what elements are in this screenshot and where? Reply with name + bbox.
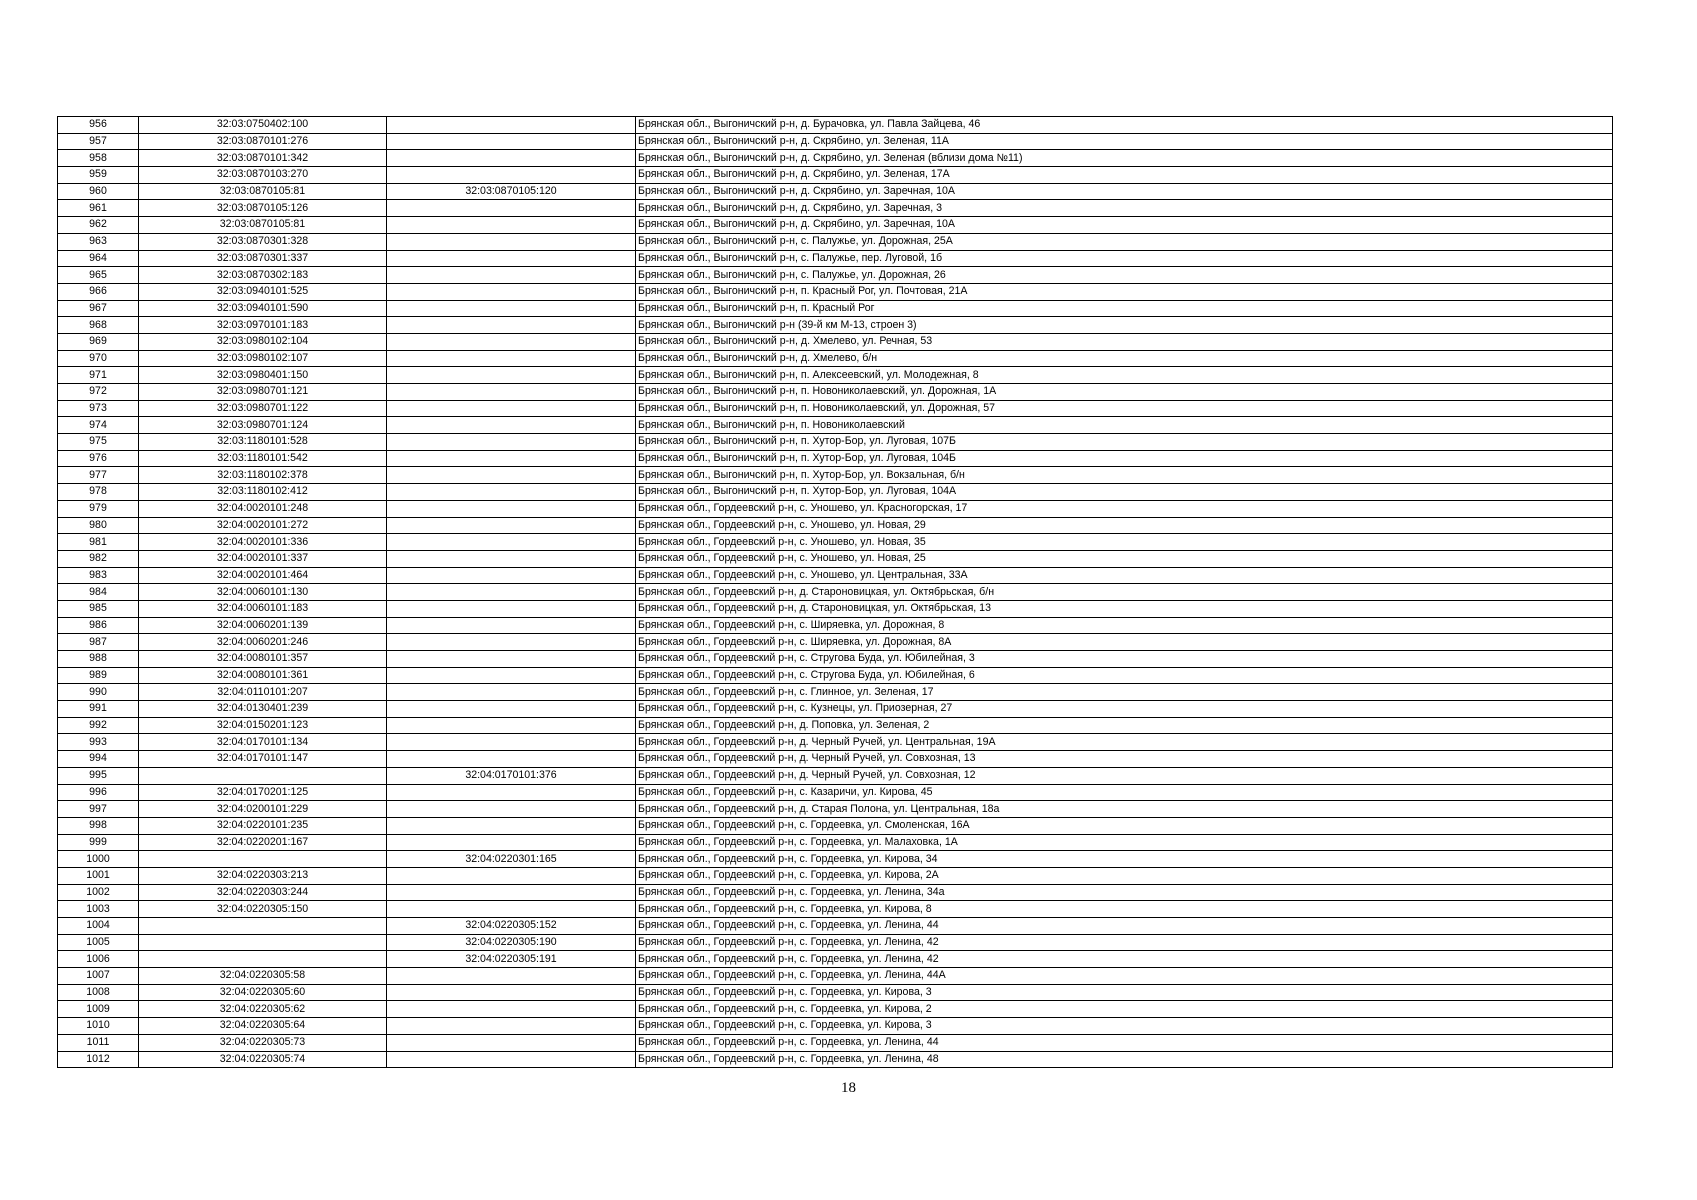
- related-cadastral-number-cell: [387, 367, 636, 384]
- related-cadastral-number-cell: [387, 317, 636, 334]
- related-cadastral-number-cell: [387, 717, 636, 734]
- table-row: [58, 734, 1613, 751]
- address-cell: Брянская обл., Выгоничский р-н, д. Скрябино, ул. Зеленая, 17А: [636, 167, 1613, 184]
- row-number-cell: 963: [58, 233, 139, 250]
- row-number-cell: 976: [58, 450, 139, 467]
- related-cadastral-number-cell: 32:04:0220305:191: [387, 951, 636, 968]
- row-number-cell: 989: [58, 667, 139, 684]
- related-cadastral-number-cell: [387, 300, 636, 317]
- related-cadastral-number-cell: 32:04:0170101:376: [387, 767, 636, 784]
- address-cell: Брянская обл., Гордеевский р-н, д. Черный Ручей, ул. Совхозная, 12: [636, 767, 1613, 784]
- related-cadastral-number-cell: [387, 684, 636, 701]
- table-row: [58, 384, 1613, 401]
- cadastral-number-cell: 32:04:0220305:60: [139, 984, 387, 1001]
- cadastral-number-cell: [139, 934, 387, 951]
- row-number-cell: 987: [58, 634, 139, 651]
- related-cadastral-number-cell: 32:04:0220305:152: [387, 918, 636, 935]
- row-number-cell: 984: [58, 584, 139, 601]
- table-row: [58, 517, 1613, 534]
- row-number-cell: 993: [58, 734, 139, 751]
- table-row: [58, 634, 1613, 651]
- cadastral-number-cell: 32:03:1180102:378: [139, 467, 387, 484]
- table-row: [58, 500, 1613, 517]
- table-row: [58, 767, 1613, 784]
- table-row: [58, 233, 1613, 250]
- row-number-cell: 978: [58, 484, 139, 501]
- row-number-cell: 1004: [58, 918, 139, 935]
- address-cell: Брянская обл., Выгоничский р-н, п. Алексеевский, ул. Молодежная, 8: [636, 367, 1613, 384]
- address-cell: Брянская обл., Гордеевский р-н, д. Черный Ручей, ул. Центральная, 19А: [636, 734, 1613, 751]
- address-cell: Брянская обл., Гордеевский р-н, с. Гордеевка, ул. Смоленская, 16А: [636, 817, 1613, 834]
- table-row: [58, 951, 1613, 968]
- cadastral-number-cell: 32:04:0220101:235: [139, 817, 387, 834]
- address-cell: Брянская обл., Гордеевский р-н, с. Гордеевка, ул. Кирова, 3: [636, 984, 1613, 1001]
- cadastral-number-cell: 32:04:0220201:167: [139, 834, 387, 851]
- related-cadastral-number-cell: [387, 600, 636, 617]
- cadastral-number-cell: 32:04:0220305:58: [139, 968, 387, 985]
- table-row: [58, 250, 1613, 267]
- related-cadastral-number-cell: [387, 1051, 636, 1068]
- cadastral-number-cell: 32:03:0980701:122: [139, 400, 387, 417]
- related-cadastral-number-cell: [387, 133, 636, 150]
- cadastral-number-cell: [139, 767, 387, 784]
- row-number-cell: 991: [58, 701, 139, 718]
- table-row: [58, 434, 1613, 451]
- row-number-cell: 975: [58, 434, 139, 451]
- address-cell: Брянская обл., Гордеевский р-н, с. Гордеевка, ул. Кирова, 2А: [636, 867, 1613, 884]
- address-cell: Брянская обл., Гордеевский р-н, с. Глинное, ул. Зеленая, 17: [636, 684, 1613, 701]
- table-row: [58, 984, 1613, 1001]
- cadastral-number-cell: 32:03:0870301:337: [139, 250, 387, 267]
- address-cell: Брянская обл., Гордеевский р-н, д. Поповка, ул. Зеленая, 2: [636, 717, 1613, 734]
- row-number-cell: 966: [58, 283, 139, 300]
- related-cadastral-number-cell: [387, 784, 636, 801]
- address-cell: Брянская обл., Гордеевский р-н, с. Стругова Буда, ул. Юбилейная, 6: [636, 667, 1613, 684]
- related-cadastral-number-cell: [387, 484, 636, 501]
- address-cell: Брянская обл., Гордеевский р-н, с. Уношево, ул. Новая, 35: [636, 534, 1613, 551]
- table-row: [58, 333, 1613, 350]
- row-number-cell: 985: [58, 600, 139, 617]
- table-row: [58, 918, 1613, 935]
- cadastral-number-cell: 32:03:0870301:328: [139, 233, 387, 250]
- related-cadastral-number-cell: [387, 450, 636, 467]
- address-cell: Брянская обл., Гордеевский р-н, с. Гордеевка, ул. Кирова, 2: [636, 1001, 1613, 1018]
- table-row: [58, 867, 1613, 884]
- address-cell: Брянская обл., Гордеевский р-н, д. Старая Полона, ул. Центральная, 18а: [636, 801, 1613, 818]
- related-cadastral-number-cell: [387, 651, 636, 668]
- cadastral-number-cell: 32:04:0220305:73: [139, 1034, 387, 1051]
- address-cell: Брянская обл., Гордеевский р-н, с. Кузнецы, ул. Приозерная, 27: [636, 701, 1613, 718]
- table-row: [58, 467, 1613, 484]
- table-row: [58, 117, 1613, 134]
- related-cadastral-number-cell: [387, 817, 636, 834]
- related-cadastral-number-cell: [387, 1034, 636, 1051]
- row-number-cell: 994: [58, 751, 139, 768]
- related-cadastral-number-cell: [387, 617, 636, 634]
- address-cell: Брянская обл., Выгоничский р-н, д. Хмелево, ул. Речная, 53: [636, 333, 1613, 350]
- table-row: [58, 784, 1613, 801]
- related-cadastral-number-cell: [387, 550, 636, 567]
- address-cell: Брянская обл., Гордеевский р-н, с. Уношево, ул. Новая, 29: [636, 517, 1613, 534]
- related-cadastral-number-cell: [387, 150, 636, 167]
- row-number-cell: 957: [58, 133, 139, 150]
- cadastral-number-cell: 32:04:0020101:248: [139, 500, 387, 517]
- table-row: [58, 1051, 1613, 1068]
- related-cadastral-number-cell: [387, 584, 636, 601]
- address-cell: Брянская обл., Гордеевский р-н, с. Гордеевка, ул. Малаховка, 1А: [636, 834, 1613, 851]
- table-row: [58, 851, 1613, 868]
- address-cell: Брянская обл., Гордеевский р-н, с. Казаричи, ул. Кирова, 45: [636, 784, 1613, 801]
- cadastral-number-cell: 32:04:0200101:229: [139, 801, 387, 818]
- cadastral-number-cell: 32:04:0080101:357: [139, 651, 387, 668]
- cadastral-number-cell: 32:04:0060201:139: [139, 617, 387, 634]
- table-row: [58, 1034, 1613, 1051]
- cadastral-number-cell: 32:03:0980102:104: [139, 333, 387, 350]
- cadastral-number-cell: 32:03:0940101:525: [139, 283, 387, 300]
- row-number-cell: 1006: [58, 951, 139, 968]
- cadastral-number-cell: 32:04:0020101:272: [139, 517, 387, 534]
- address-cell: Брянская обл., Выгоничский р-н (39-й км М-13, строен 3): [636, 317, 1613, 334]
- address-cell: Брянская обл., Гордеевский р-н, д. Староновицкая, ул. Октябрьская, б/н: [636, 584, 1613, 601]
- cadastral-number-cell: 32:04:0220305:74: [139, 1051, 387, 1068]
- address-cell: Брянская обл., Выгоничский р-н, д. Бурачовка, ул. Павла Зайцева, 46: [636, 117, 1613, 134]
- related-cadastral-number-cell: [387, 217, 636, 234]
- table-row: [58, 417, 1613, 434]
- related-cadastral-number-cell: [387, 1018, 636, 1035]
- address-cell: Брянская обл., Выгоничский р-н, п. Новониколаевский, ул. Дорожная, 1А: [636, 384, 1613, 401]
- cadastral-number-cell: 32:04:0220305:62: [139, 1001, 387, 1018]
- table-row: [58, 651, 1613, 668]
- table-row: [58, 617, 1613, 634]
- related-cadastral-number-cell: [387, 968, 636, 985]
- table-row: [58, 367, 1613, 384]
- table-row: [58, 317, 1613, 334]
- table-row: [58, 150, 1613, 167]
- related-cadastral-number-cell: [387, 250, 636, 267]
- address-cell: Брянская обл., Гордеевский р-н, с. Стругова Буда, ул. Юбилейная, 3: [636, 651, 1613, 668]
- address-cell: Брянская обл., Выгоничский р-н, д. Хмелево, б/н: [636, 350, 1613, 367]
- row-number-cell: 996: [58, 784, 139, 801]
- table-row: [58, 350, 1613, 367]
- cadastral-number-cell: [139, 918, 387, 935]
- related-cadastral-number-cell: [387, 384, 636, 401]
- cadastral-number-cell: 32:04:0060201:246: [139, 634, 387, 651]
- cadastral-number-cell: 32:04:0080101:361: [139, 667, 387, 684]
- related-cadastral-number-cell: [387, 701, 636, 718]
- address-cell: Брянская обл., Гордеевский р-н, с. Гордеевка, ул. Ленина, 44: [636, 1034, 1613, 1051]
- table-row: [58, 217, 1613, 234]
- cadastral-number-cell: 32:03:0980701:124: [139, 417, 387, 434]
- related-cadastral-number-cell: [387, 901, 636, 918]
- table-row: [58, 400, 1613, 417]
- address-cell: Брянская обл., Выгоничский р-н, с. Палужье, ул. Дорожная, 25А: [636, 233, 1613, 250]
- address-cell: Брянская обл., Выгоничский р-н, д. Скрябино, ул. Заречная, 10А: [636, 183, 1613, 200]
- cadastral-number-cell: 32:04:0170101:147: [139, 751, 387, 768]
- related-cadastral-number-cell: [387, 1001, 636, 1018]
- table-row: [58, 934, 1613, 951]
- cadastral-number-cell: 32:04:0220305:150: [139, 901, 387, 918]
- row-number-cell: 981: [58, 534, 139, 551]
- related-cadastral-number-cell: [387, 801, 636, 818]
- cadastral-number-cell: 32:03:0870101:276: [139, 133, 387, 150]
- related-cadastral-number-cell: [387, 167, 636, 184]
- cadastral-number-cell: 32:03:0980102:107: [139, 350, 387, 367]
- table-row: [58, 267, 1613, 284]
- table-row: [58, 133, 1613, 150]
- cadastral-number-cell: 32:03:0750402:100: [139, 117, 387, 134]
- cadastral-number-cell: 32:04:0220303:213: [139, 867, 387, 884]
- cadastral-number-cell: 32:04:0110101:207: [139, 684, 387, 701]
- related-cadastral-number-cell: [387, 517, 636, 534]
- row-number-cell: 956: [58, 117, 139, 134]
- table-row: [58, 550, 1613, 567]
- table-row: [58, 534, 1613, 551]
- row-number-cell: 992: [58, 717, 139, 734]
- related-cadastral-number-cell: 32:04:0220301:165: [387, 851, 636, 868]
- row-number-cell: 965: [58, 267, 139, 284]
- row-number-cell: 962: [58, 217, 139, 234]
- address-cell: Брянская обл., Выгоничский р-н, д. Скрябино, ул. Заречная, 3: [636, 200, 1613, 217]
- related-cadastral-number-cell: [387, 667, 636, 684]
- row-number-cell: 983: [58, 567, 139, 584]
- row-number-cell: 974: [58, 417, 139, 434]
- table-row: [58, 200, 1613, 217]
- address-cell: Брянская обл., Выгоничский р-н, п. Новониколаевский, ул. Дорожная, 57: [636, 400, 1613, 417]
- address-cell: Брянская обл., Гордеевский р-н, с. Уношево, ул. Новая, 25: [636, 550, 1613, 567]
- related-cadastral-number-cell: [387, 333, 636, 350]
- row-number-cell: 986: [58, 617, 139, 634]
- row-number-cell: 961: [58, 200, 139, 217]
- row-number-cell: 960: [58, 183, 139, 200]
- cadastral-number-cell: 32:04:0220305:64: [139, 1018, 387, 1035]
- related-cadastral-number-cell: [387, 734, 636, 751]
- address-cell: Брянская обл., Гордеевский р-н, с. Гордеевка, ул. Ленина, 42: [636, 934, 1613, 951]
- table-row: [58, 901, 1613, 918]
- related-cadastral-number-cell: [387, 417, 636, 434]
- address-cell: Брянская обл., Выгоничский р-н, п. Хутор-Бор, ул. Луговая, 104А: [636, 484, 1613, 501]
- cadastral-number-cell: [139, 951, 387, 968]
- address-cell: Брянская обл., Гордеевский р-н, с. Гордеевка, ул. Кирова, 34: [636, 851, 1613, 868]
- row-number-cell: 972: [58, 384, 139, 401]
- row-number-cell: 958: [58, 150, 139, 167]
- row-number-cell: 1009: [58, 1001, 139, 1018]
- address-cell: Брянская обл., Выгоничский р-н, с. Палужье, пер. Луговой, 1б: [636, 250, 1613, 267]
- cadastral-number-cell: 32:03:0870103:270: [139, 167, 387, 184]
- row-number-cell: 980: [58, 517, 139, 534]
- address-cell: Брянская обл., Гордеевский р-н, с. Гордеевка, ул. Ленина, 44: [636, 918, 1613, 935]
- related-cadastral-number-cell: [387, 267, 636, 284]
- related-cadastral-number-cell: [387, 467, 636, 484]
- cadastral-number-cell: 32:04:0020101:337: [139, 550, 387, 567]
- row-number-cell: 999: [58, 834, 139, 851]
- address-cell: Брянская обл., Гордеевский р-н, с. Гордеевка, ул. Кирова, 3: [636, 1018, 1613, 1035]
- address-cell: Брянская обл., Выгоничский р-н, п. Хутор-Бор, ул. Луговая, 107Б: [636, 434, 1613, 451]
- document-table-container: [57, 116, 1612, 1068]
- cadastral-number-cell: 32:04:0060101:183: [139, 600, 387, 617]
- address-cell: Брянская обл., Гордеевский р-н, с. Уношево, ул. Центральная, 33А: [636, 567, 1613, 584]
- related-cadastral-number-cell: [387, 984, 636, 1001]
- row-number-cell: 968: [58, 317, 139, 334]
- address-cell: Брянская обл., Гордеевский р-н, с. Гордеевка, ул. Кирова, 8: [636, 901, 1613, 918]
- related-cadastral-number-cell: 32:03:0870105:120: [387, 183, 636, 200]
- table-row: [58, 484, 1613, 501]
- cadastral-number-cell: 32:03:0980401:150: [139, 367, 387, 384]
- address-cell: Брянская обл., Гордеевский р-н, с. Уношево, ул. Красногорская, 17: [636, 500, 1613, 517]
- cadastral-number-cell: 32:04:0150201:123: [139, 717, 387, 734]
- row-number-cell: 998: [58, 817, 139, 834]
- cadastral-number-cell: 32:03:1180102:412: [139, 484, 387, 501]
- table-row: [58, 183, 1613, 200]
- related-cadastral-number-cell: [387, 400, 636, 417]
- row-number-cell: 990: [58, 684, 139, 701]
- table-row: [58, 600, 1613, 617]
- cadastral-number-cell: 32:03:0870105:126: [139, 200, 387, 217]
- address-cell: Брянская обл., Выгоничский р-н, д. Скрябино, ул. Зеленая (вблизи дома №11): [636, 150, 1613, 167]
- cadastral-number-cell: 32:04:0020101:464: [139, 567, 387, 584]
- cadastral-number-cell: 32:04:0060101:130: [139, 584, 387, 601]
- table-row: [58, 968, 1613, 985]
- row-number-cell: 971: [58, 367, 139, 384]
- table-row: [58, 567, 1613, 584]
- address-cell: Брянская обл., Выгоничский р-н, с. Палужье, ул. Дорожная, 26: [636, 267, 1613, 284]
- address-cell: Брянская обл., Выгоничский р-н, д. Скрябино, ул. Заречная, 10А: [636, 217, 1613, 234]
- row-number-cell: 1005: [58, 934, 139, 951]
- cadastral-number-cell: 32:03:0980701:121: [139, 384, 387, 401]
- row-number-cell: 973: [58, 400, 139, 417]
- related-cadastral-number-cell: [387, 434, 636, 451]
- related-cadastral-number-cell: [387, 350, 636, 367]
- cadastral-number-cell: 32:04:0020101:336: [139, 534, 387, 551]
- address-cell: Брянская обл., Гордеевский р-н, с. Гордеевка, ул. Ленина, 44А: [636, 968, 1613, 985]
- row-number-cell: 1008: [58, 984, 139, 1001]
- row-number-cell: 970: [58, 350, 139, 367]
- page-number: 18: [841, 1080, 856, 1096]
- table-row: [58, 684, 1613, 701]
- table-row: [58, 1001, 1613, 1018]
- row-number-cell: 964: [58, 250, 139, 267]
- related-cadastral-number-cell: [387, 233, 636, 250]
- cadastral-number-cell: 32:03:0870105:81: [139, 183, 387, 200]
- row-number-cell: 995: [58, 767, 139, 784]
- row-number-cell: 959: [58, 167, 139, 184]
- property-table-body: [58, 117, 1613, 1068]
- cadastral-number-cell: 32:03:1180101:542: [139, 450, 387, 467]
- address-cell: Брянская обл., Гордеевский р-н, с. Гордеевка, ул. Ленина, 48: [636, 1051, 1613, 1068]
- cadastral-number-cell: [139, 851, 387, 868]
- row-number-cell: 1010: [58, 1018, 139, 1035]
- row-number-cell: 967: [58, 300, 139, 317]
- row-number-cell: 1012: [58, 1051, 139, 1068]
- related-cadastral-number-cell: [387, 751, 636, 768]
- row-number-cell: 988: [58, 651, 139, 668]
- cadastral-number-cell: 32:03:0940101:590: [139, 300, 387, 317]
- row-number-cell: 1007: [58, 968, 139, 985]
- table-row: [58, 751, 1613, 768]
- related-cadastral-number-cell: [387, 200, 636, 217]
- address-cell: Брянская обл., Выгоничский р-н, п. Хутор-Бор, ул. Вокзальная, б/н: [636, 467, 1613, 484]
- row-number-cell: 1001: [58, 867, 139, 884]
- address-cell: Брянская обл., Гордеевский р-н, д. Староновицкая, ул. Октябрьская, 13: [636, 600, 1613, 617]
- address-cell: Брянская обл., Гордеевский р-н, с. Гордеевка, ул. Ленина, 42: [636, 951, 1613, 968]
- table-row: [58, 801, 1613, 818]
- related-cadastral-number-cell: [387, 867, 636, 884]
- address-cell: Брянская обл., Выгоничский р-н, п. Новониколаевский: [636, 417, 1613, 434]
- row-number-cell: 997: [58, 801, 139, 818]
- table-row: [58, 667, 1613, 684]
- address-cell: Брянская обл., Выгоничский р-н, п. Красный Рог, ул. Почтовая, 21А: [636, 283, 1613, 300]
- table-row: [58, 167, 1613, 184]
- table-row: [58, 450, 1613, 467]
- property-table: [57, 116, 1613, 1068]
- table-row: [58, 584, 1613, 601]
- table-row: [58, 817, 1613, 834]
- address-cell: Брянская обл., Гордеевский р-н, д. Черный Ручей, ул. Совхозная, 13: [636, 751, 1613, 768]
- row-number-cell: 1002: [58, 884, 139, 901]
- table-row: [58, 701, 1613, 718]
- row-number-cell: 1000: [58, 851, 139, 868]
- address-cell: Брянская обл., Гордеевский р-н, с. Ширяевка, ул. Дорожная, 8А: [636, 634, 1613, 651]
- table-row: [58, 300, 1613, 317]
- related-cadastral-number-cell: [387, 634, 636, 651]
- related-cadastral-number-cell: [387, 834, 636, 851]
- table-row: [58, 283, 1613, 300]
- cadastral-number-cell: 32:03:0870105:81: [139, 217, 387, 234]
- related-cadastral-number-cell: 32:04:0220305:190: [387, 934, 636, 951]
- cadastral-number-cell: 32:03:0970101:183: [139, 317, 387, 334]
- related-cadastral-number-cell: [387, 283, 636, 300]
- cadastral-number-cell: 32:04:0220303:244: [139, 884, 387, 901]
- related-cadastral-number-cell: [387, 500, 636, 517]
- row-number-cell: 982: [58, 550, 139, 567]
- row-number-cell: 977: [58, 467, 139, 484]
- address-cell: Брянская обл., Выгоничский р-н, д. Скрябино, ул. Зеленая, 11А: [636, 133, 1613, 150]
- related-cadastral-number-cell: [387, 567, 636, 584]
- address-cell: Брянская обл., Гордеевский р-н, с. Гордеевка, ул. Ленина, 34а: [636, 884, 1613, 901]
- row-number-cell: 1011: [58, 1034, 139, 1051]
- cadastral-number-cell: 32:03:0870101:342: [139, 150, 387, 167]
- row-number-cell: 979: [58, 500, 139, 517]
- related-cadastral-number-cell: [387, 884, 636, 901]
- address-cell: Брянская обл., Гордеевский р-н, с. Ширяевка, ул. Дорожная, 8: [636, 617, 1613, 634]
- related-cadastral-number-cell: [387, 534, 636, 551]
- cadastral-number-cell: 32:04:0170201:125: [139, 784, 387, 801]
- cadastral-number-cell: 32:04:0170101:134: [139, 734, 387, 751]
- row-number-cell: 969: [58, 333, 139, 350]
- cadastral-number-cell: 32:03:0870302:183: [139, 267, 387, 284]
- table-row: [58, 834, 1613, 851]
- address-cell: Брянская обл., Выгоничский р-н, п. Красный Рог: [636, 300, 1613, 317]
- related-cadastral-number-cell: [387, 117, 636, 134]
- cadastral-number-cell: 32:03:1180101:528: [139, 434, 387, 451]
- table-row: [58, 1018, 1613, 1035]
- address-cell: Брянская обл., Выгоничский р-н, п. Хутор-Бор, ул. Луговая, 104Б: [636, 450, 1613, 467]
- cadastral-number-cell: 32:04:0130401:239: [139, 701, 387, 718]
- row-number-cell: 1003: [58, 901, 139, 918]
- table-row: [58, 884, 1613, 901]
- table-row: [58, 717, 1613, 734]
